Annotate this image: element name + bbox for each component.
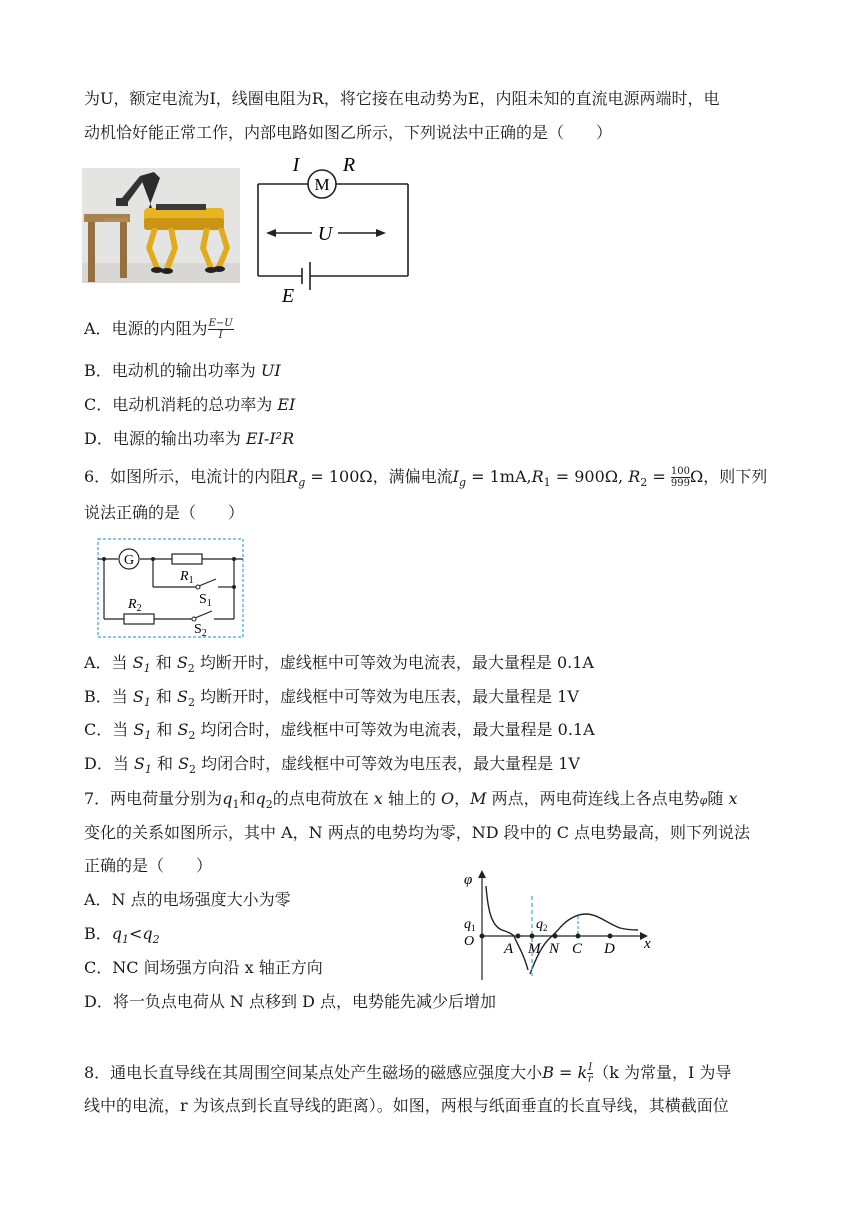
galvanometer-label: G <box>123 553 135 568</box>
q5-option-a: A．电源的内阻为 $\frac{E-U}{I}$ <box>84 318 233 341</box>
q7-line1: 7．两电荷量分别为$q_1$和$q_2$的点电荷放在 x 轴上的 O，M 两点，两电荷连线上各点电势φ随 x <box>84 789 738 812</box>
q8-line2: 线中的电流，r 为该点到长直导线的距离）。如图，两根与纸面垂直的长直导线，其横截面位 <box>84 1096 729 1115</box>
point-a-label: A <box>504 941 514 957</box>
phi-axis-label: φ <box>464 872 473 888</box>
x-axis-label: x <box>644 936 651 952</box>
q7-line2: 变化的关系如图所示，其中 A，N 两点的电势均为零，ND 段中的 C 点电势最高，则下列说法 <box>84 823 751 842</box>
s1-label: $S_1$ <box>199 592 212 609</box>
motor-label: M <box>314 175 330 194</box>
point-n-label: N <box>549 941 560 957</box>
internal-resistance-fraction: $\frac{E-U}{I}$ <box>208 318 233 341</box>
potential-curve-left <box>486 886 528 970</box>
q5-line1: 为U，额定电流为I，线圈电阻为R，将它接在电动势为E，内阻未知的直流电源两端时，电 <box>84 89 720 108</box>
q5-line2: 动机恰好能正常工作，内部电路如图乙所示，下列说法中正确的是（ ） <box>84 123 613 142</box>
origin-label: O <box>464 934 475 949</box>
q7-line3: 正确的是（ ） <box>84 856 213 875</box>
q5-option-b: B．电动机的输出功率为 UI <box>84 361 281 380</box>
q7-option-d: D．将一负点电荷从 N 点移到 D 点，电势能先减少后增加 <box>84 992 497 1011</box>
point-c-label: C <box>572 941 583 957</box>
r1-label: $R_1$ <box>180 569 194 586</box>
point-d-label: D <box>604 941 615 957</box>
q5-option-d: D．电源的输出功率为 EI-I²R <box>84 429 295 448</box>
q1-marker-label: $q_1$ <box>464 917 476 933</box>
voltage-label: U <box>317 223 333 245</box>
q6-line1: 6．如图所示，电流计的内阻$R_g = 100\Omega$，满偏电流$I_g = 1mA,R_1 = 900\Omega$, $R_2$ = $\frac{100}{999}$ Ω，则下列 <box>84 466 768 490</box>
q8-line1: 8．通电长直导线在其周围空间某点处产生磁场的磁感应强度大小B = k $\frac{I}{r}$ （k 为常量，I 为导 <box>84 1062 732 1085</box>
q7-option-c: C．NC 间场强方向沿 x 轴正方向 <box>84 958 323 977</box>
resistance-label: R <box>342 154 356 176</box>
q6-option-a: A．当 $S_1$ 和 $S_2$ 均断开时，虚线框中可等效为电流表，最大量程是 0.1A <box>84 653 594 676</box>
q5-option-c: C．电动机消耗的总功率为 EI <box>84 395 296 414</box>
q6-circuit-diagram <box>96 537 246 641</box>
q2-marker-label: $q_2$ <box>536 917 548 933</box>
q6-option-b: B．当 $S_1$ 和 $S_2$ 均断开时，虚线框中可等效为电压表，最大量程是 1V <box>84 687 579 710</box>
q7-option-a: A．N 点的电场强度大小为零 <box>84 890 291 909</box>
robot-dog-photo <box>82 168 240 283</box>
q5-circuit-diagram <box>252 150 412 305</box>
q7-potential-graph <box>448 866 658 982</box>
r2-label: $R_2$ <box>128 597 142 614</box>
q7-option-b: B．$q_1<q_2$ <box>84 924 160 947</box>
s2-label: $S_2$ <box>194 622 207 639</box>
q6-line2: 说法正确的是（ ） <box>84 503 245 522</box>
current-label: I <box>292 154 300 176</box>
point-m-label: M <box>528 941 541 957</box>
q6-option-d: D．当 $S_1$ 和 $S_2$ 均闭合时，虚线框中可等效为电压表，最大量程是 1V <box>84 754 580 777</box>
emf-label: E <box>281 285 295 305</box>
q6-option-c: C．当 $S_1$ 和 $S_2$ 均闭合时，虚线框中可等效为电流表，最大量程是 0.1A <box>84 720 595 743</box>
